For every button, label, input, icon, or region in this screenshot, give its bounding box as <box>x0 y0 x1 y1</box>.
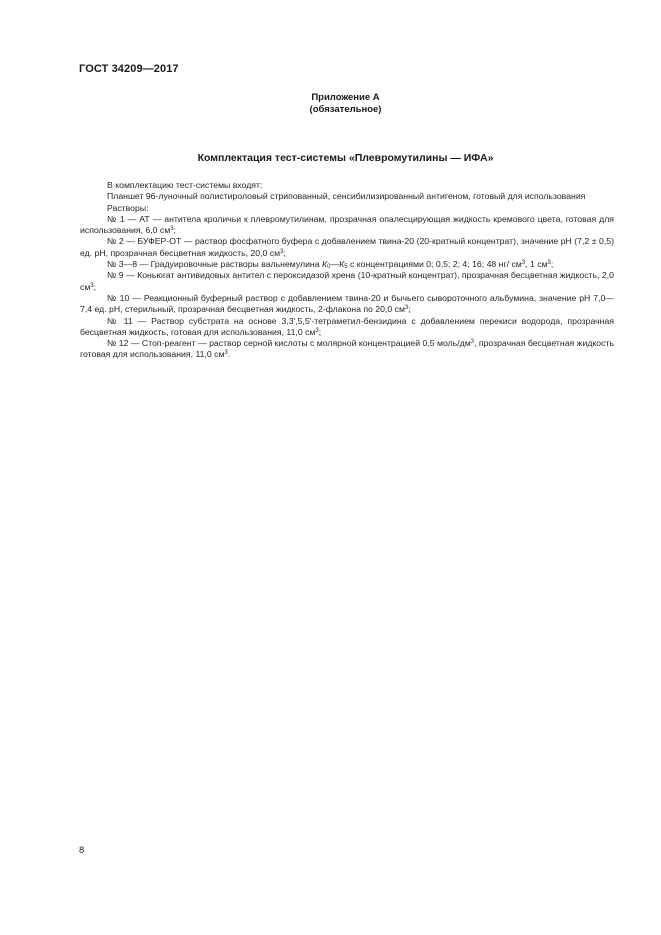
superscript: 3 <box>521 260 526 267</box>
punct: ; <box>93 281 97 292</box>
paragraph-solution-9 <box>80 270 614 293</box>
page-number: 8 <box>79 845 85 856</box>
punct: ; <box>318 326 322 337</box>
k5-symbol: К <box>339 259 345 270</box>
paragraph-plate: Планшет 96-луночный полистироловый стрипованный, сенсибилизированный антигеном, готовый для использования <box>107 191 586 202</box>
kit-contents <box>80 180 614 361</box>
superscript: 3 <box>280 248 284 255</box>
text: № 12 — Стоп-реагент — раствор серной кислоты с молярной концентрацией 0,5 моль/дм <box>107 338 471 349</box>
superscript: 3 <box>170 226 174 233</box>
superscript: 3 <box>90 282 94 289</box>
appendix-label: Приложение А <box>311 92 380 103</box>
dash: — <box>330 259 340 270</box>
punct: . <box>227 349 231 360</box>
text: № 1 — АТ — антитела кроличьи к плевромутилинам, прозрачная опалесцирующая жидкость кремового цвета, готовая для использования, 6,0 см <box>80 213 614 236</box>
paragraph-solution-11 <box>80 316 614 339</box>
punct: ; <box>283 247 286 258</box>
superscript: 3 <box>224 350 228 357</box>
superscript: 3 <box>470 339 475 346</box>
text: № 2 — БУФЕР-ОТ — раствор фосфатного буфера с добавлением твина-20 (20-кратный концентрат), значение рН (7,2 ± 0,5) ед. рН, прозрачная бесцветная жидкость, 20,0 см <box>80 236 614 258</box>
paragraph-solution-2 <box>80 236 614 259</box>
subscript: 0 <box>327 264 331 271</box>
text: № 10 — Реакционный буферный раствор с добавлением твина-20 и бычьего сывороточного альбумина, значение рН 7,0—7,4 ед. рН, стерильный, прозрачная бесцветная жидкость, 2-флакона по 20,0 см <box>80 292 614 315</box>
appendix-status: (обязательное) <box>309 104 382 115</box>
paragraph-intro: В комплектацию тест-системы входят: <box>107 180 263 190</box>
paragraph-solution-12 <box>80 338 614 361</box>
paragraph-solution-10 <box>80 293 614 316</box>
paragraph-solutions-heading: Растворы: <box>107 202 149 213</box>
superscript: 3 <box>404 305 409 312</box>
superscript: 3 <box>315 327 319 334</box>
paragraph-solution-3-8 <box>80 259 614 270</box>
appendix-heading <box>0 92 661 116</box>
superscript: 3 <box>547 260 551 267</box>
k0-symbol: К <box>321 259 328 270</box>
text: № 9 — Коньюгат антивидовых антител с пероксидазой хрена (10-кратный концентрат), прозрачная бесцветная жидкость, 2,0 см <box>80 270 614 292</box>
text: , 1 см <box>525 259 548 270</box>
paragraph-solution-1 <box>80 214 614 237</box>
text: № 11 — Раствор субстрата на основе 3,3',5,5'-тетраметил-бензидина с добавлением перекиси водорода, прозрачная бесцветная жидкость, готовая для использования, 11,0 см <box>80 315 614 337</box>
punct: ; <box>408 304 411 315</box>
document-title: Комплектация тест-системы «Плевромутилины — ИФА» <box>197 152 494 164</box>
punct: ; <box>550 259 554 270</box>
standard-number: ГОСТ 34209—2017 <box>79 63 179 75</box>
text: , прозрачная бесцветная жидкость готовая для использования, 11,0 см <box>80 338 614 360</box>
text: с концентрациями 0; 0,5; 2; 4; 16; 48 нг/ см <box>347 259 522 270</box>
text: № 3—8 — Градуировочные растворы вальнемулина <box>107 259 322 270</box>
punct: ; <box>173 225 176 236</box>
subscript: 5 <box>344 264 348 271</box>
